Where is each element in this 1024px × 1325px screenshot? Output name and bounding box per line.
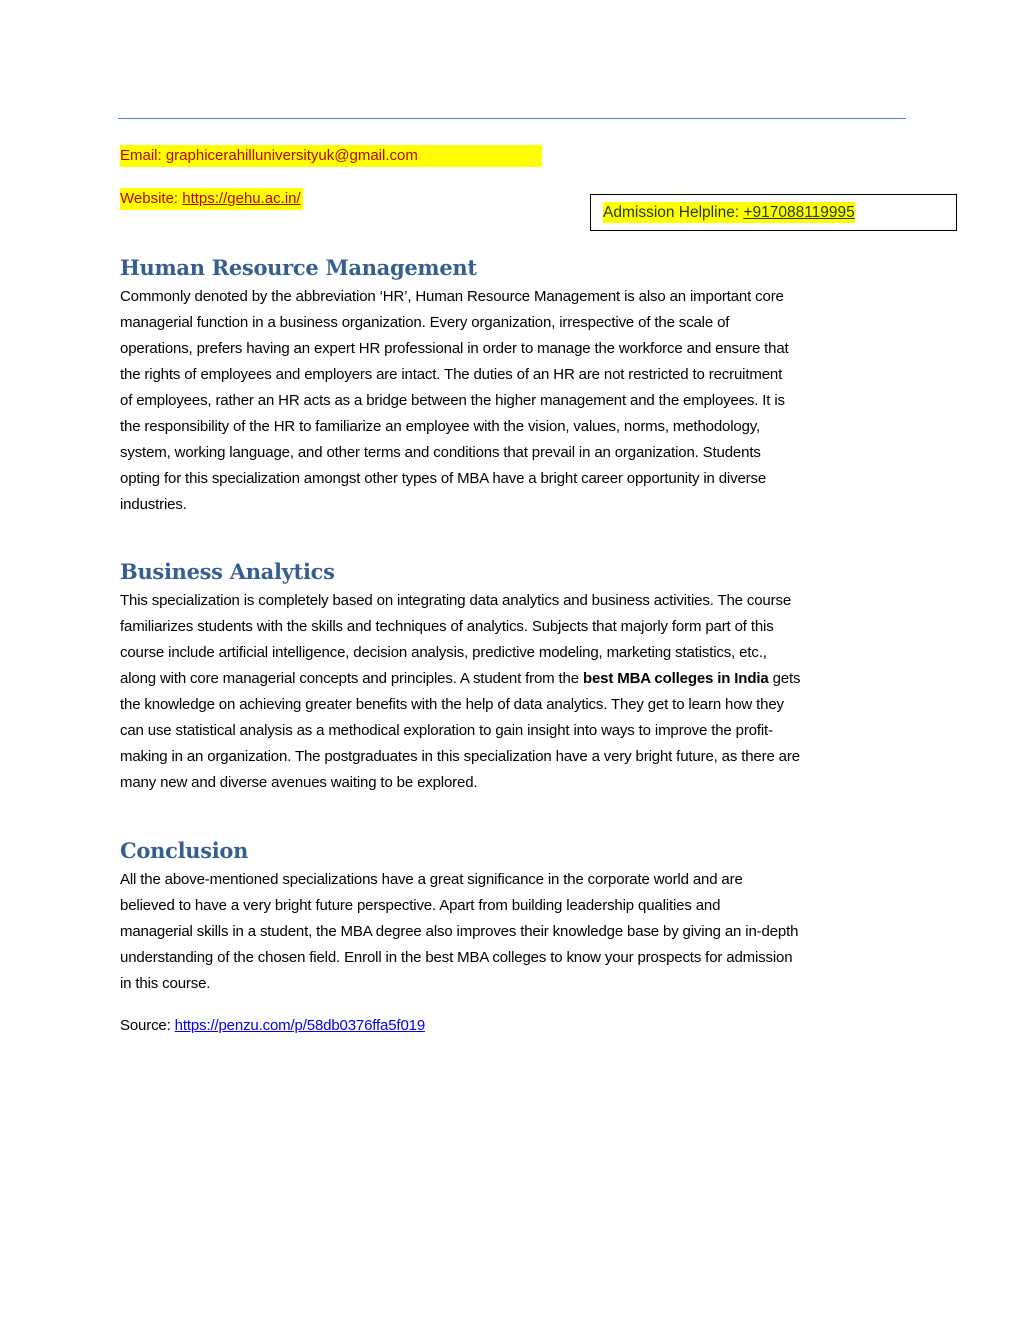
admission-helpline-box — [590, 194, 957, 231]
text-line: of employees, rather an HR acts as a bridge between the higher management and the employees. It is — [120, 392, 785, 409]
paragraph-hrm — [120, 284, 789, 518]
text-line: familiarizes students with the skills and techniques of analytics. Subjects that majorly form part of this — [120, 618, 774, 635]
paragraph-business-analytics — [120, 588, 800, 796]
text-line: believed to have a very bright future perspective. Apart from building leadership qualities and — [120, 897, 721, 914]
text-line: All the above-mentioned specializations have a great significance in the corporate world and are — [120, 871, 743, 888]
text-line: industries. — [120, 496, 187, 513]
header-divider — [118, 118, 906, 119]
text-line: course include artificial intelligence, decision analysis, predictive modeling, marketing statistics, etc., — [120, 644, 767, 661]
text-line: many new and diverse avenues waiting to be explored. — [120, 774, 478, 791]
source-label: Source: — [120, 1017, 175, 1034]
text-line: This specialization is completely based on integrating data analytics and business activities. The course — [120, 592, 792, 609]
email-line: Email: graphicerahilluniversityuk@gmail.com — [120, 145, 542, 167]
text-line: Commonly denoted by the abbreviation ‘HR’, Human Resource Management is also an important core — [120, 288, 784, 305]
bold-phrase: best MBA colleges in India — [582, 670, 769, 687]
helpline-label: Admission Helpline: — [603, 204, 744, 221]
website-line — [120, 188, 303, 210]
helpline-number-link[interactable]: +917088119995 — [743, 204, 855, 221]
source-line — [120, 1013, 425, 1039]
text-segment: along with core managerial concepts and principles. A student from the — [120, 670, 583, 687]
text-line: operations, prefers having an expert HR professional in order to manage the workforce and ensure that — [120, 340, 789, 357]
source-link[interactable]: https://penzu.com/p/58db0376ffa5f019 — [174, 1017, 426, 1034]
text-line — [120, 666, 800, 692]
text-line: managerial function in a business organization. Every organization, irrespective of the scale of — [120, 314, 730, 331]
heading-hrm: Human Resource Management — [120, 255, 477, 280]
text-line: understanding of the chosen field. Enroll in the best MBA colleges to know your prospects for admission — [120, 949, 793, 966]
text-line: opting for this specialization amongst other types of MBA have a bright career opportunity in diverse — [120, 470, 767, 487]
website-label: Website: — [120, 190, 183, 207]
heading-business-analytics: Business Analytics — [120, 559, 335, 584]
text-line: making in an organization. The postgraduates in this specialization have a very bright future, as there are — [120, 748, 800, 765]
text-segment: gets — [768, 670, 801, 687]
text-line: in this course. — [120, 975, 211, 992]
text-line: can use statistical analysis as a methodical exploration to gain insight into ways to improve the profit- — [120, 722, 773, 739]
website-link[interactable]: https://gehu.ac.in/ — [182, 190, 301, 207]
heading-conclusion: Conclusion — [120, 838, 249, 863]
text-line: system, working language, and other terms and conditions that prevail in an organization. Students — [120, 444, 761, 461]
text-line: the responsibility of the HR to familiarize an employee with the vision, values, norms, methodology, — [120, 418, 761, 435]
paragraph-conclusion — [120, 867, 798, 997]
text-line: the rights of employees and employers are intact. The duties of an HR are not restricted to recruitment — [120, 366, 783, 383]
text-line: managerial skills in a student, the MBA degree also improves their knowledge base by giving an in-depth — [120, 923, 799, 940]
text-line: the knowledge on achieving greater benefits with the help of data analytics. They get to learn how they — [120, 696, 784, 713]
